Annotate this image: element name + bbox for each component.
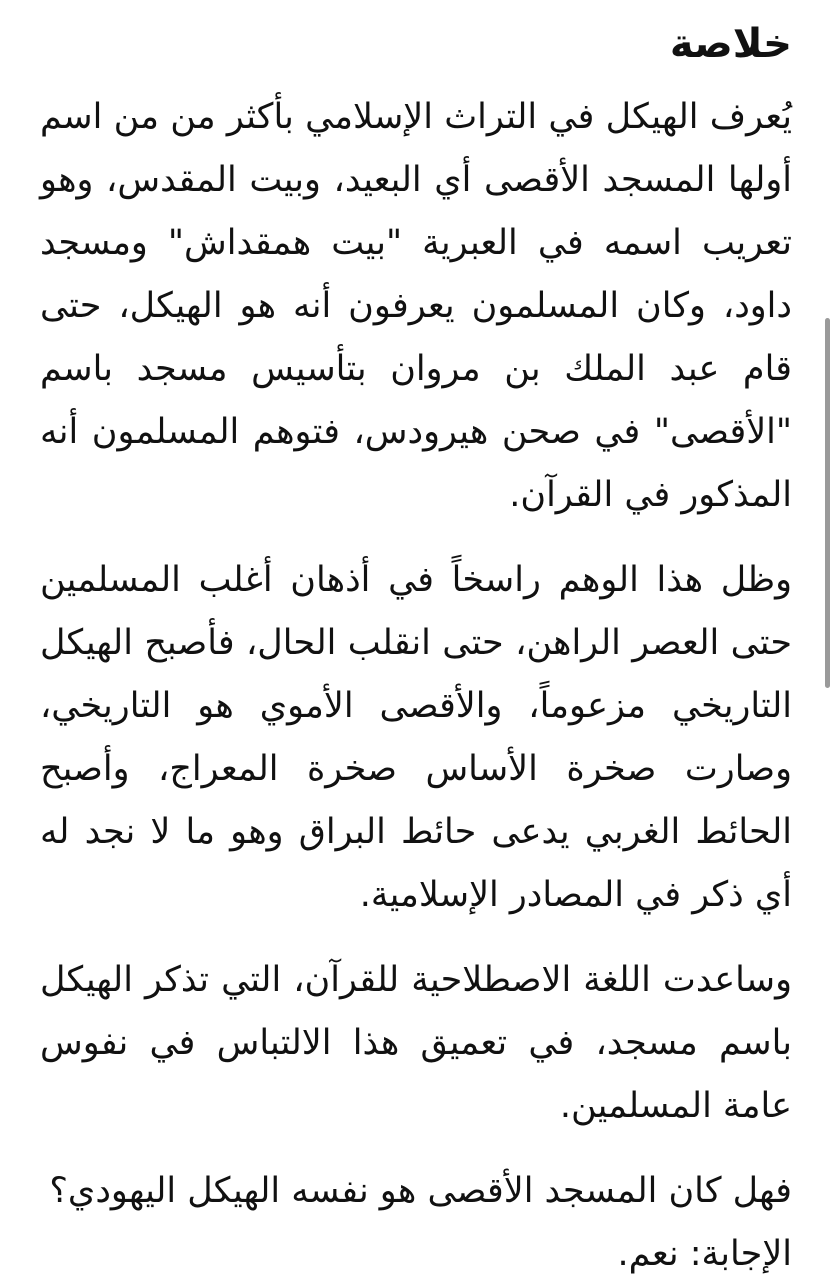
article	[40, 8, 792, 1286]
paragraph-1: يُعرف الهيكل في التراث الإسلامي بأكثر من من اسم أولها المسجد الأقصى أي البعيد، وبيت المقدس، وهو تعريب اسمه في العبرية "بيت همقداش" ومسجد داود، وكان المسلمون يعرفون أنه هو الهيكل، حتى قام عبد الملك بن مروان بتأسيس مسجد باسم "الأقصى" في صحن هيرودس، فتوهم المسلمون أنه المذكور في القرآن.	[40, 97, 792, 515]
question-line: فهل كان المسجد الأقصى هو نفسه الهيكل اليهودي؟	[49, 1171, 792, 1211]
paragraph-3: وساعدت اللغة الاصطلاحية للقرآن، التي تذكر الهيكل باسم مسجد، في تعميق هذا الالتباس في نفوس عامة المسلمين.	[40, 960, 792, 1126]
paragraph-2: وظل هذا الوهم راسخاً في أذهان أغلب المسلمين حتى العصر الراهن، حتى انقلب الحال، فأصبح الهيكل التاريخي مزعوماً، والأقصى الأموي هو التاريخي، وصارت صخرة الأساس صخرة المعراج، وأصبح الحائط الغربي يدعى حائط البراق وهو ما لا نجد له أي ذكر في المصادر الإسلامية.	[40, 560, 792, 915]
answer-line: الإجابة: نعم.	[617, 1234, 792, 1274]
scrollbar-thumb[interactable]	[825, 318, 830, 688]
article-title: خلاصة	[669, 21, 792, 67]
